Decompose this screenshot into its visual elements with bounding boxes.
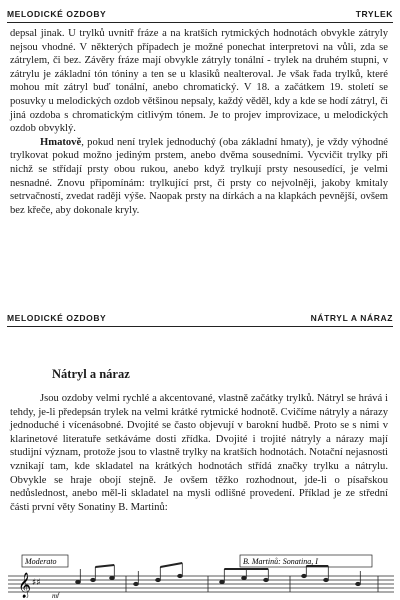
paragraph-trills: Jsou ozdoby velmi rychlé a akcentované, vlastně začátky trylků. Nátryl se hrává i tehdy, je-li předepsán trylek na velmi krátké rytmické hodnotě. Cvičíme nátryly a nárazy jednoduché i vícenásobné. Dvojité se často objevují v barokní hudbě. Proto se s nimi v klarinetové literatuře setkáváme dosti zřídka. Dvojité i trojité nátryly a nárazy mají studijní význam, protože jsou to vlastně trylky na kratších hodnotách. Notační nejasnosti vznikají tam, kde skladatel na krátkých hodnotách střídá značky trylku a nátrylu. Obvykle se hraje obojí stejně. Je ovšem těžko rozhodnout, jde-li o písařskou nedůslednost, anebo měl-li skladatel na mysli odlišné provedení. Příklad je ze střední části první věty Sonatiny B. Martinů: [10,393,388,513]
section-title: Nátryl a náraz [52,367,130,381]
paragraph-lead-word: Hmatově [40,136,82,148]
text-block-top [10,27,388,217]
paragraph-fingering [10,136,388,218]
running-header-top [7,8,393,23]
header-section-label-2: MELODICKÉ OZDOBY [7,313,107,323]
staff-lines [8,576,394,592]
notes [76,563,361,586]
header-topic-label-2: NÁTRYL A NÁRAZ [310,313,393,323]
paragraph-continued: depsal jinak. U trylků uvnitř fráze a na kratších rytmických hodnotách obvykle zátryly nejsou vhodné. V některých případech je možné ponechat interpretovi na vůli, zda se zátrylem, či bez. Závěry fráze mají obvykle zátryly tonální - trylek na druhém stupni, v zátrylu je základní tón tóniny a ten se u klasiků nealteroval. Je však řada trylků, které mohou mít zátryl buď tonální, anebo chromatický. V 18. a začátkem 19. století se posuvky u melodických ozdob většinou nepsaly, každý věděl, kdy a kde se hodí zátryl, či jiná ozdoba s chromatickým citlivým tónem. Je to projev improvizace, u melodických ozdob obvyklý. [10,28,388,135]
running-header-bottom [7,312,393,327]
dynamic-marking: mf [52,592,59,598]
treble-clef-icon: 𝄞 [18,573,32,598]
tempo-marking: Moderato [25,557,57,566]
text-block-bottom [10,392,388,514]
paragraph-fingering-text: , pokud není trylek jednoduchý (oba základní hmaty), je vždy výhodné trylkovat pokud možno jediným prstem, anebo dvěma sousedními. Vycvičit trylky při nichž se střídají prsty obou rukou, anebo když trylkují prsty nesousedící, je velmi nesnadné. Znovu připomínám: trylkující prst, či prsty co nejvolněji, jakoby kmitaly setrvačností, zvedat raději výše. Naopak prsty na dírkách a na klapkách pevnější, ovšem bez křeče, aby dokonale kryly. [10,136,388,216]
header-section-label: MELODICKÉ OZDOBY [7,9,107,19]
header-topic-label: TRYLEK [355,9,393,19]
music-score-excerpt [8,554,394,598]
score-attribution: B. Martinů: Sonatina, I [243,557,318,566]
sharp-signs: ♯♯ [32,578,41,588]
